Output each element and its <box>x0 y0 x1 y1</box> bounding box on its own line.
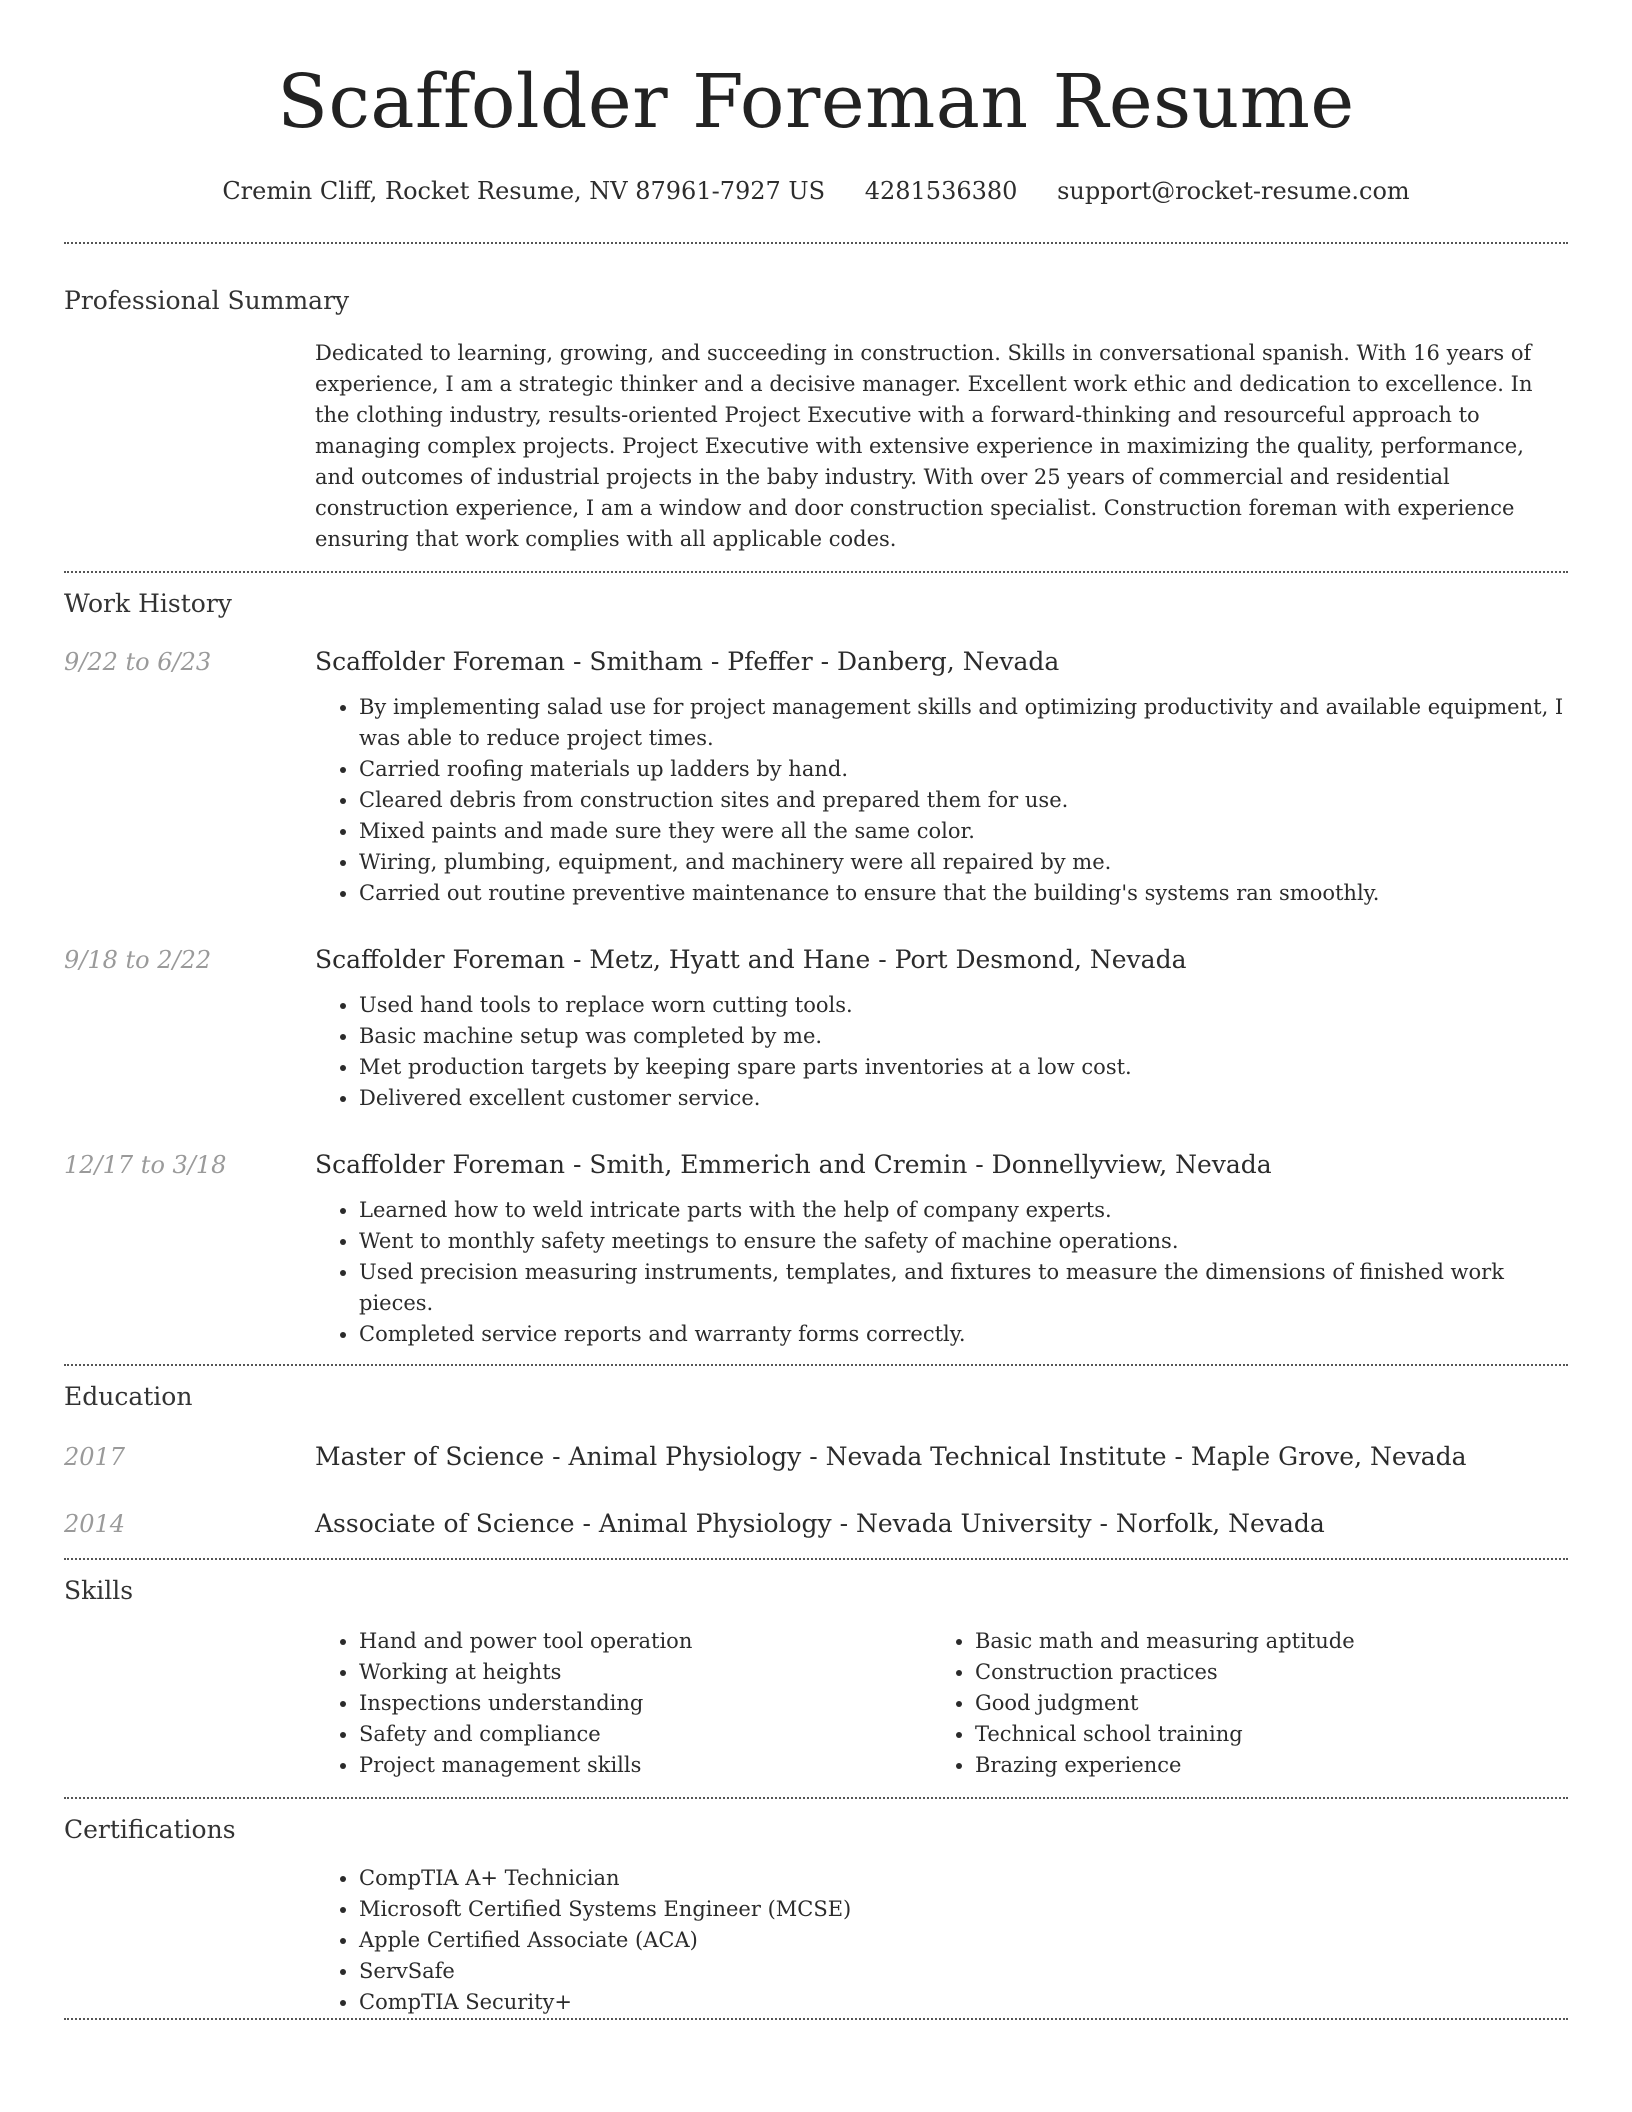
divider <box>64 2018 1568 2020</box>
job-bullets <box>315 990 1568 1114</box>
job-bullets <box>315 1195 1568 1350</box>
list-item: • Basic machine setup was completed by me. <box>359 1021 1568 1052</box>
job-heading: Scaffolder Foreman - Smitham - Pfeffer - Danberg, Nevada <box>315 647 1060 676</box>
summary-text: Dedicated to learning, growing, and succeeding in construction. Skills in conversational spanish. With 16 years of experience, I am a strategic thinker and a decisive manager. Excellent work ethic and dedication to excellence. In the clothing industry, results-oriented Project Executive with a forward-thinking and resourceful approach to managing complex projects. Project Executive with extensive experience in maximizing the quality, performance, and outcomes of industrial projects in the baby industry. With over 25 years of commercial and residential construction experience, I am a window and door construction specialist. Construction foreman with experience ensuring that work complies with all applicable codes. <box>315 341 1533 551</box>
list-item: • Safety and compliance <box>359 1719 931 1750</box>
list-item: • By implementing salad use for project management skills and optimizing productivity and available equipment, I was able to reduce project times. <box>359 692 1568 754</box>
education-title: Education <box>64 1382 193 1411</box>
education-heading: Master of Science - Animal Physiology - Nevada Technical Institute - Maple Grove, Nevada <box>315 1442 1467 1471</box>
job-dates: 9/22 to 6/23 <box>64 648 212 676</box>
skills-list-right <box>931 1626 1355 1781</box>
list-item: • Used precision measuring instruments, templates, and fixtures to measure the dimensions of finished work pieces. <box>359 1257 1568 1319</box>
list-item: • Good judgment <box>975 1688 1355 1719</box>
resume-title: Scaffolder Foreman Resume <box>277 59 1355 145</box>
certifications-list <box>315 1863 1568 2018</box>
job-entry <box>64 647 1568 909</box>
list-item: • Went to monthly safety meetings to ensure the safety of machine operations. <box>359 1226 1568 1257</box>
job-entry <box>64 1150 1568 1350</box>
list-item: • Project management skills <box>359 1750 931 1781</box>
summary-section <box>64 244 1568 555</box>
job-dates: 9/18 to 2/22 <box>64 946 212 974</box>
list-item: • CompTIA A+ Technician <box>359 1863 1568 1894</box>
list-item: • Delivered excellent customer service. <box>359 1083 1568 1114</box>
list-item: • Microsoft Certified Systems Engineer (MCSE) <box>359 1894 1568 1925</box>
job-dates: 12/17 to 3/18 <box>64 1151 227 1179</box>
job-heading: Scaffolder Foreman - Metz, Hyatt and Hane - Port Desmond, Nevada <box>315 945 1187 974</box>
skills-list-left <box>315 1626 931 1781</box>
skills-columns <box>315 1626 1568 1781</box>
list-item: • Carried out routine preventive maintenance to ensure that the building's systems ran smoothly. <box>359 878 1568 909</box>
list-item: • Working at heights <box>359 1657 931 1688</box>
list-item: • Learned how to weld intricate parts with the help of company experts. <box>359 1195 1568 1226</box>
education-entry <box>64 1509 1568 1538</box>
list-item: • Carried roofing materials up ladders by hand. <box>359 754 1568 785</box>
contact-line <box>64 174 1568 208</box>
work-history-title: Work History <box>64 589 232 618</box>
list-item: • Hand and power tool operation <box>359 1626 931 1657</box>
list-item: • Completed service reports and warranty forms correctly. <box>359 1319 1568 1350</box>
list-item: • Brazing experience <box>975 1750 1355 1781</box>
list-item: • Met production targets by keeping spare parts inventories at a low cost. <box>359 1052 1568 1083</box>
education-entry <box>64 1442 1568 1471</box>
list-item: • ServSafe <box>359 1956 1568 1987</box>
job-bullets <box>315 692 1568 909</box>
education-section <box>64 1366 1568 1558</box>
job-entry <box>64 945 1568 1114</box>
summary-title: Professional Summary <box>64 286 350 315</box>
list-item: • CompTIA Security+ <box>359 1987 1568 2018</box>
work-history-section <box>64 573 1568 1350</box>
certifications-title: Certifications <box>64 1815 236 1844</box>
skills-title: Skills <box>64 1576 134 1605</box>
list-item: • Wiring, plumbing, equipment, and machinery were all repaired by me. <box>359 847 1568 878</box>
job-heading: Scaffolder Foreman - Smith, Emmerich and Cremin - Donnellyview, Nevada <box>315 1150 1272 1179</box>
list-item: • Cleared debris from construction sites and prepared them for use. <box>359 785 1568 816</box>
list-item: • Construction practices <box>975 1657 1355 1688</box>
list-item: • Basic math and measuring aptitude <box>975 1626 1355 1657</box>
list-item: • Technical school training <box>975 1719 1355 1750</box>
contact-phone: 4281536380 <box>864 177 1018 205</box>
list-item: • Used hand tools to replace worn cutting tools. <box>359 990 1568 1021</box>
contact-address: Cremin Cliff, Rocket Resume, NV 87961-7927 US <box>222 177 826 205</box>
skills-section <box>64 1560 1568 1781</box>
education-year: 2014 <box>64 1510 126 1538</box>
certifications-section <box>64 1799 1568 2018</box>
list-item: • Mixed paints and made sure they were all the same color. <box>359 816 1568 847</box>
list-item: • Apple Certified Associate (ACA) <box>359 1925 1568 1956</box>
list-item: • Inspections understanding <box>359 1688 931 1719</box>
education-heading: Associate of Science - Animal Physiology - Nevada University - Norfolk, Nevada <box>315 1509 1325 1538</box>
contact-email: support@rocket-resume.com <box>1057 177 1410 205</box>
education-year: 2017 <box>64 1443 126 1471</box>
